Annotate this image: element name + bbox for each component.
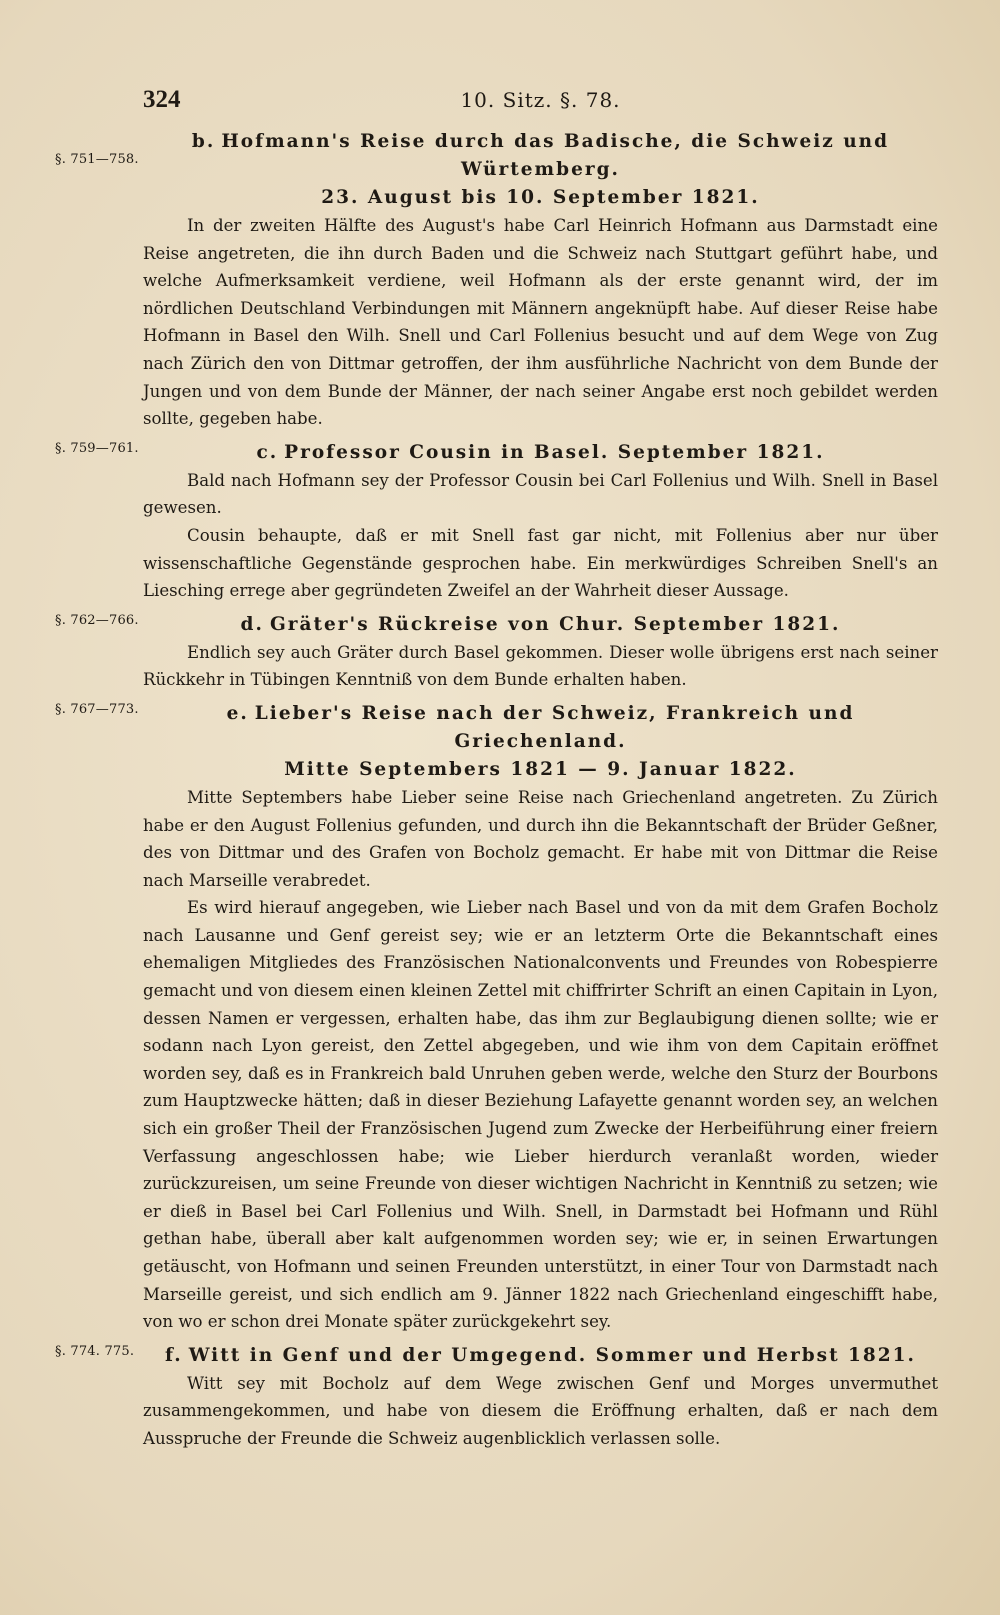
section-letter: e. [226, 702, 249, 724]
heading-line-1: Professor Cousin in Basel. September 1821. [284, 441, 825, 463]
paragraph: Witt sey mit Bocholz auf dem Wege zwischen Genf und Morges unvermuthet zusammengekommen, und habe von diesem die Eröffnung erhalten, daß er nach dem Ausspruche der Freunde die Schweiz augenblicklich verlassen solle. [143, 1373, 938, 1448]
heading-line-1: Witt in Genf und der Umgegend. Sommer und Herbst 1821. [188, 1344, 916, 1366]
heading-line-1: Hofmann's Reise durch das Badische, die Schweiz und Würtemberg. [221, 131, 890, 180]
page-number: 324 [143, 86, 181, 113]
margin-reference: §. 759—761. [55, 440, 139, 456]
section-heading [143, 1342, 938, 1370]
section-f [55, 1342, 938, 1453]
section-letter: c. [256, 441, 279, 463]
section-heading [143, 439, 938, 467]
section-letter: f. [164, 1344, 183, 1366]
paragraph: Endlich sey auch Gräter durch Basel gekommen. Dieser wolle übrigens erst nach seiner Rückkehr in Tübingen Kenntniß von dem Bunde erhalten haben. [143, 642, 938, 690]
section-letter: b. [191, 131, 216, 152]
margin-reference: §. 751—758. [55, 152, 139, 167]
margin-reference: §. 774. 775. [55, 1343, 135, 1359]
paragraph: In der zweiten Hälfte des August's habe Carl Heinrich Hofmann aus Darmstadt eine Reise angetreten, die ihn durch Baden und die Schweiz nach Stuttgart geführt habe, und welche Aufmerksamkeit verdiene, weil Hofmann als der erste genannt wird, der im nördlichen Deutschland Verbindungen mit Männern angeknüpft habe. Auf dieser Reise habe Hofmann in Basel den Wilh. Snell und Carl Follenius besucht und auf dem Wege von Zug nach Zürich den von Dittmar getroffen, der ihm ausführliche Nachricht von dem Bunde der Jungen und von dem Bunde der Männer, der nach seiner Angabe erst noch gebildet werden sollte, gegeben habe. [143, 216, 938, 429]
heading-line-1: Gräter's Rückreise von Chur. September 1821. [269, 613, 841, 635]
paragraph: Cousin behaupte, daß er mit Snell fast gar nicht, mit Follenius aber nur über wissenschaftliche Gegenstände gesprochen habe. Ein merkwürdiges Schreiben Snell's an Liesching errege aber gegründeten Zweifel an der Wahrheit dieser Aussage. [143, 525, 938, 601]
paragraph: Es wird hierauf angegeben, wie Lieber nach Basel und von da mit dem Grafen Bocholz nach Lausanne und Genf gereist sey; wie er an letzterm Orte die Bekanntschaft eines ehemaligen Mitgliedes des Französischen Nationalconvents und Freundes von Robespierre gemacht und von diesem einen kleinen Zettel mit chiffrirter Schrift an einen Capitain in Lyon, dessen Namen er vergessen, erhalten habe, das ihm zur Beglaubigung dienen sollte; wie er sodann nach Lyon gereist, den Zettel abgegeben, und wie ihm von dem Capitain eröffnet worden sey, daß es in Frankreich bald Unruhen geben werde, welche den Sturz der Bourbons zum Hauptzwecke hätten; daß in dieser Beziehung Lafayette genannt worden sey, an welchen sich ein großer Theil der Französischen Jugend zum Zwecke der Herbeiführung einer freiern Verfassung angeschlossen habe; wie Lieber hierdurch veranlaßt worden, wieder zurückzureisen, um seine Freunde von dieser wichtigen Nachricht in Kenntniß zu setzen; wie er dieß in Basel bei Carl Follenius und Wilh. Snell, in Darmstadt bei Hofmann und Rühl gethan habe, überall aber kalt aufgenommen worden sey; wie er, in seinen Erwartungen getäuscht, von Hofmann und seinen Freunden unterstützt, in einer Tour von Darmstadt nach Marseille gereist, und sich endlich am 9. Jänner 1822 nach Griechenland eingeschifft habe, von wo er schon drei Monate später zurückgekehrt sey. [143, 898, 938, 1332]
section-heading [143, 700, 938, 784]
margin-reference: §. 762—766. [55, 612, 139, 628]
section-d [55, 611, 938, 694]
section-b [55, 128, 938, 433]
section-heading [143, 611, 938, 639]
text-block [55, 128, 938, 1459]
section-e [55, 700, 938, 1336]
heading-line-2: 23. August bis 10. September 1821. [321, 187, 760, 208]
margin-reference: §. 767—773. [55, 701, 139, 717]
heading-line-2: Mitte Septembers 1821 — 9. Januar 1822. [284, 758, 797, 780]
paragraph: Mitte Septembers habe Lieber seine Reise nach Griechenland angetreten. Zu Zürich habe er den August Follenius gefunden, und durch ihn die Bekanntschaft der Brüder Geßner, des von Dittmar und des Grafen von Bocholz gemacht. Er habe mit von Dittmar die Reise nach Marseille verabredet. [143, 787, 938, 890]
heading-line-1: Lieber's Reise nach der Schweiz, Frankreich und Griechenland. [254, 702, 855, 752]
section-c [55, 439, 938, 605]
section-letter: d. [240, 613, 264, 635]
section-heading [143, 128, 938, 212]
paragraph: Bald nach Hofmann sey der Professor Cousin bei Carl Follenius und Wilh. Snell in Basel gewesen. [143, 470, 938, 518]
page-header [143, 86, 938, 116]
running-head: 10. Sitz. §. 78. [460, 88, 621, 112]
